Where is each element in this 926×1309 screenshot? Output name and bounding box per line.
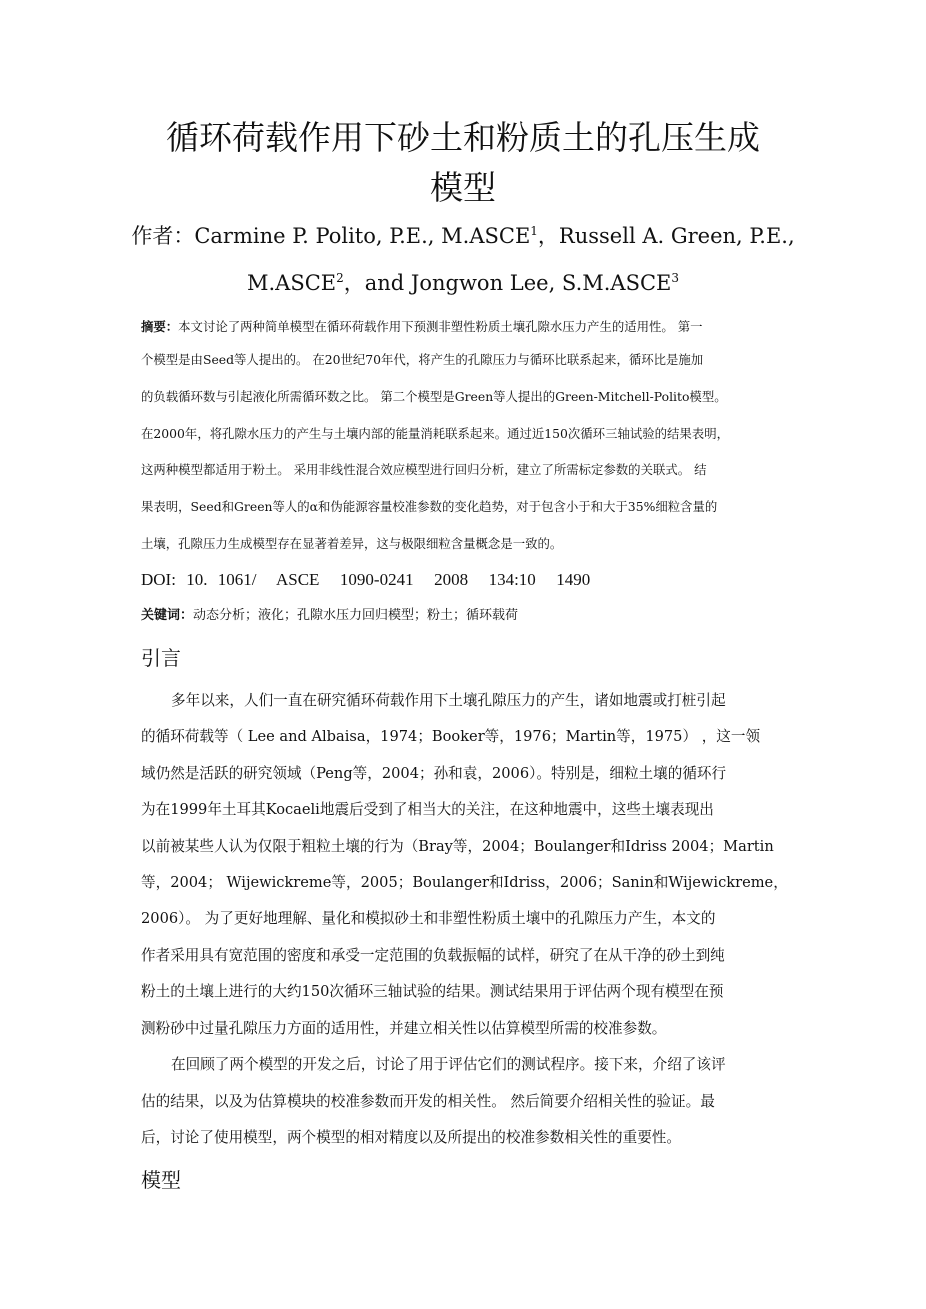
author-green: Russell A. Green, P.E.,	[558, 224, 795, 248]
paper-title-line-1: 循环荷载作用下砂土和粉质土的孔压生成	[166, 118, 760, 157]
paragraph-line: 等，2004； Wijewickreme等，2005；Boulanger和Idriss，2006；Sanin和Wijewickreme，	[141, 874, 788, 891]
keywords	[141, 605, 518, 627]
section-heading-introduction: 引言	[141, 646, 181, 670]
author-separator: ，	[343, 271, 365, 295]
authors-line-1	[100, 221, 826, 251]
abstract-text: 本文讨论了两种简单模型在循环荷载作用下预测非塑性粉质土壤孔隙水压力产生的适用性。 第一	[178, 319, 703, 334]
paragraph-line: 作者采用具有宽范围的密度和承受一定范围的负载振幅的试样，研究了在从干净的砂土到纯	[141, 947, 725, 964]
paragraph-line: 后，讨论了使用模型，两个模型的相对精度以及所提出的校准参数相关性的重要性。	[141, 1129, 681, 1146]
abstract-label: 摘要：	[141, 319, 179, 334]
doi: DOI: 10. 1061/ ASCE 1090-0241 2008 134:10 1490	[141, 570, 591, 589]
authors-line-2	[100, 268, 826, 298]
paragraph-line: 以前被某些人认为仅限于粗粒土壤的行为（Bray等，2004；Boulanger和Idriss 2004；Martin	[141, 838, 774, 855]
section-heading-models: 模型	[141, 1168, 181, 1192]
author-green-tail: M.ASCE	[246, 271, 337, 295]
author-polito: Carmine P. Polito, P.E., M.ASCE	[194, 224, 531, 248]
abstract-line: 果表明，Seed和Green等人的α和伪能源容量校准参数的变化趋势，对于包含小于和大于35%细粒含量的	[141, 499, 718, 514]
paragraph-line: 的循环荷载等（ Lee and Albaisa，1974；Booker等，1976；Martin等，1975） ，这一领	[141, 728, 761, 745]
keywords-label: 关键词：	[141, 608, 194, 623]
paragraph-line: 粉土的土壤上进行的大约150次循环三轴试验的结果。测试结果用于评估两个现有模型在预	[141, 983, 724, 1000]
abstract-line: 土壤，孔隙压力生成模型存在显著着差异，这与极限细粒含量概念是一致的。	[141, 536, 563, 551]
paragraph-line: 多年以来，人们一直在研究循环荷载作用下土壤孔隙压力的产生，诸如地震或打桩引起	[171, 692, 726, 709]
abstract-line: 在2000年，将孔隙水压力的产生与土壤内部的能量消耗联系起来。通过近150次循环三轴试验的结果表明，	[141, 426, 729, 441]
abstract-line: 个模型是由Seed等人提出的。 在20世纪70年代，将产生的孔隙压力与循环比联系起来，循环比是施加	[141, 352, 704, 367]
author-lee-affiliation: 3	[671, 271, 680, 285]
paragraph-line: 估的结果，以及为估算模块的校准参数而开发的相关性。 然后简要介绍相关性的验证。最	[141, 1093, 715, 1110]
abstract-line	[141, 316, 791, 338]
author-polito-affiliation: 1	[530, 224, 538, 238]
paragraph-line: 域仍然是活跃的研究领域（Peng等，2004；孙和袁，2006）。特别是，细粒土壤的循环行	[141, 765, 727, 782]
paper-title-line-2: 模型	[430, 168, 496, 207]
author-green-affiliation: 2	[336, 271, 344, 285]
paragraph-line: 为在1999年土耳其Kocaeli地震后受到了相当大的关注，在这种地震中，这些土壤表现出	[141, 801, 714, 818]
abstract-line: 这两种模型都适用于粉土。 采用非线性混合效应模型进行回归分析，建立了所需标定参数的关联式。 结	[141, 462, 707, 477]
abstract-line: 的负载循环数与引起液化所需循环数之比。 第二个模型是Green等人提出的Green-Mitchell-Polito模型。	[141, 389, 727, 404]
keywords-text: 动态分析；液化；孔隙水压力回归模型；粉土；循环载荷	[193, 608, 519, 623]
paragraph-line: 2006）。 为了更好地理解、量化和模拟砂土和非塑性粉质土壤中的孔隙压力产生，本文的	[141, 910, 716, 927]
paragraph-line: 在回顾了两个模型的开发之后，讨论了用于评估它们的测试程序。接下来，介绍了该评	[171, 1056, 726, 1073]
author-lee: and Jongwon Lee, S.M.ASCE	[364, 271, 672, 295]
paragraph-line: 测粉砂中过量孔隙压力方面的适用性，并建立相关性以估算模型所需的校准参数。	[141, 1020, 667, 1037]
authors-prefix: 作者：	[131, 224, 195, 248]
author-separator: ，	[537, 224, 559, 248]
